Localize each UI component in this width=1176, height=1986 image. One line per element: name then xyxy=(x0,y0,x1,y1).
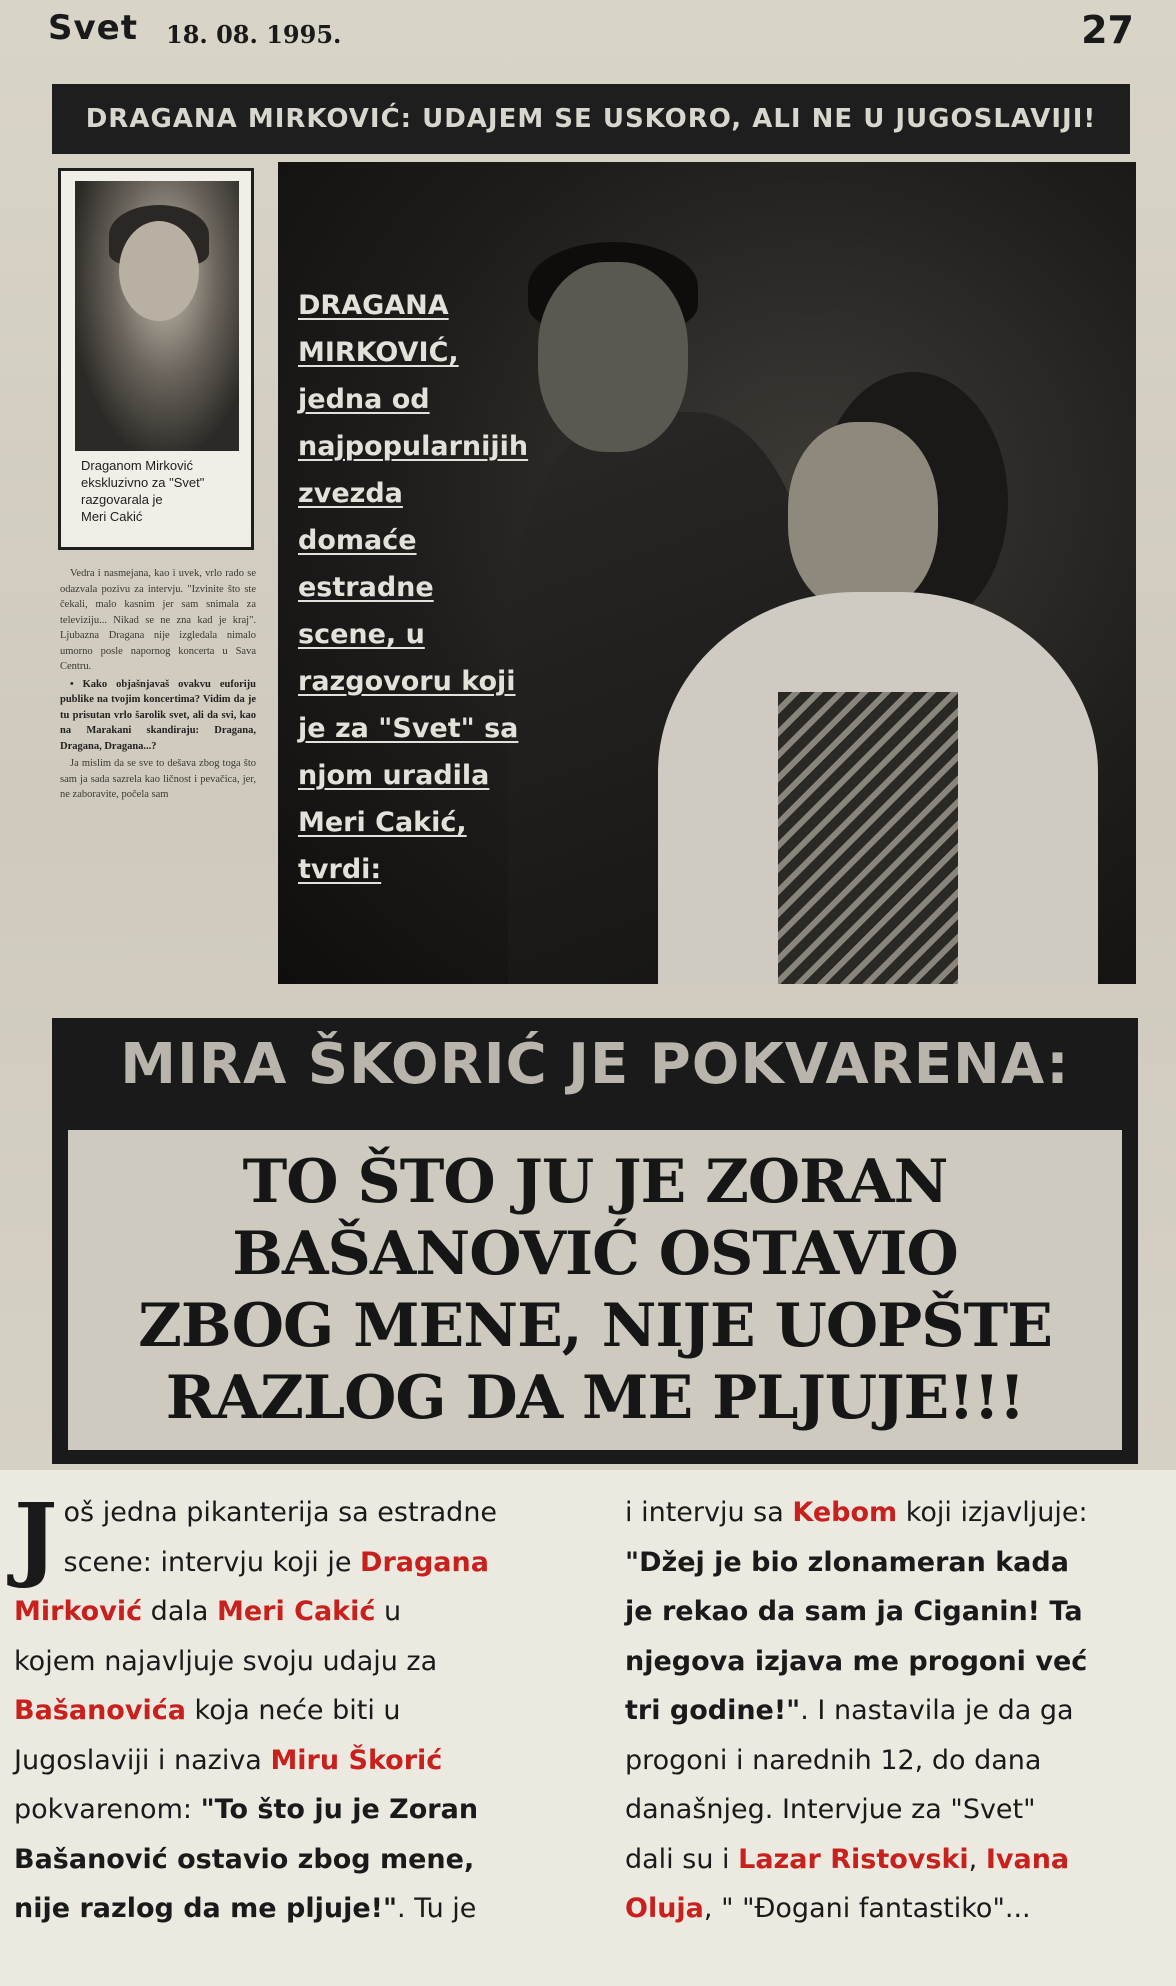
headline-line: TO ŠTO JU JE ZORAN xyxy=(242,1147,948,1217)
overlay-line: je za "Svet" sa xyxy=(298,713,519,744)
text-line: Mirković dala Meri Cakić u xyxy=(14,1596,402,1627)
text-line: je rekao da sam ja Ciganin! Ta xyxy=(625,1596,1083,1627)
overlay-line: scene, u xyxy=(298,619,425,650)
headline-line: BAŠANOVIĆ OSTAVIO xyxy=(232,1219,958,1289)
drop-cap: J xyxy=(14,1483,58,1591)
headline-box xyxy=(52,1018,1138,1464)
text-line: "Džej je bio zlonameran kada xyxy=(625,1546,1069,1578)
text-line: Oluja, " "Đogani fantastiko"... xyxy=(625,1893,1031,1924)
overlay-line: tvrdi: xyxy=(298,854,382,885)
paragraph: Ja mislim da se sve to dešava zbog toga što sam ja sada sazrela kao ličnost i pevačica, jer, ne zaboravite, počela sam xyxy=(60,758,256,800)
overlay-line: razgovoru koji xyxy=(298,666,516,697)
caption-line: Draganom Mirković xyxy=(81,458,193,473)
photo-overlay-text xyxy=(298,282,598,893)
top-banner: DRAGANA MIRKOVIĆ: UDAJEM SE USKORO, ALI NE U JUGOSLAVIJI! xyxy=(52,84,1130,154)
caption-line: Meri Cakić xyxy=(81,509,143,524)
page-number: 27 xyxy=(1081,8,1134,52)
text-line: nije razlog da me pljuje!". Tu je xyxy=(14,1893,477,1924)
headline-line: ZBOG MENE, NIJE UOPŠTE xyxy=(138,1291,1052,1361)
text-line: današnjeg. Intervjue za "Svet" xyxy=(625,1794,1036,1825)
headline-kicker: MIRA ŠKORIĆ JE POKVARENA: xyxy=(120,1032,1070,1097)
text-line: pokvarenom: "To što ju je Zoran xyxy=(14,1794,479,1825)
article-column-right xyxy=(625,1488,1170,1934)
headline-line: RAZLOG DA ME PLJUJE!!! xyxy=(165,1363,1025,1433)
publication-date: 18. 08. 1995. xyxy=(166,20,342,49)
text-line: scene: intervju koji je Dragana xyxy=(63,1546,489,1578)
text-line: njegova izjava me progoni već xyxy=(625,1645,1088,1677)
text-line: kojem najavljuje svoju udaju za xyxy=(14,1645,438,1677)
publication-name: Svet xyxy=(48,8,138,48)
overlay-line: Meri Cakić, xyxy=(298,807,467,838)
article-body xyxy=(0,1470,1176,1986)
text-line: Bašanovića koja neće biti u xyxy=(14,1695,401,1726)
inset-caption xyxy=(81,457,241,525)
headline-main xyxy=(68,1130,1122,1450)
text-line: progoni i narednih 12, do dana xyxy=(625,1744,1042,1776)
text-line: Jugoslaviji i naziva Miru Škorić xyxy=(14,1744,443,1776)
overlay-line: MIRKOVIĆ, xyxy=(298,337,459,368)
small-text-column xyxy=(60,566,256,805)
overlay-line: najpopularnijih xyxy=(298,431,529,462)
text-line: i intervju sa Kebom koji izjavljuje: xyxy=(625,1497,1088,1528)
caption-line: ekskluzivno za "Svet" xyxy=(81,475,205,490)
portrait-photo xyxy=(75,181,239,451)
main-photo xyxy=(278,162,1136,984)
paragraph: Vedra i nasmejana, kao i uvek, vrlo rado se odazvala pozivu za intervju. "Izvinite što ste čekali, malo kasnim jer sam snimala za televiziju... Nikad se ne zna kad je kraj". Ljubazna Dragana nije izgledala nimalo umorno posle napornog koncerta u Sava Centru. xyxy=(60,568,256,672)
article-column-left xyxy=(14,1483,570,1934)
text-line: tri godine!". I nastavila je da ga xyxy=(625,1695,1074,1726)
interview-question: • Kako objašnjavaš ovakvu euforiju publike na tvojim koncertima? Vidim da je tu prisutan vrlo šarolik svet, ali da svi, kao na Marakani skandiraju: Dragana, Dragana, Dragana...? xyxy=(60,678,256,752)
masthead xyxy=(48,8,1138,58)
text-line: Bašanović ostavio zbog mene, xyxy=(14,1843,475,1875)
overlay-line: njom uradila xyxy=(298,760,490,791)
overlay-line: zvezda xyxy=(298,478,403,509)
text-line: dali su i Lazar Ristovski, Ivana xyxy=(625,1843,1070,1875)
inset-portrait xyxy=(58,168,254,550)
overlay-line: jedna od xyxy=(298,384,430,415)
overlay-line: estradne xyxy=(298,572,434,603)
overlay-line: domaće xyxy=(298,525,417,556)
caption-line: razgovarala je xyxy=(81,492,163,507)
overlay-line: DRAGANA xyxy=(298,290,449,321)
text-line: oš jedna pikanterija sa estradne xyxy=(63,1497,498,1528)
